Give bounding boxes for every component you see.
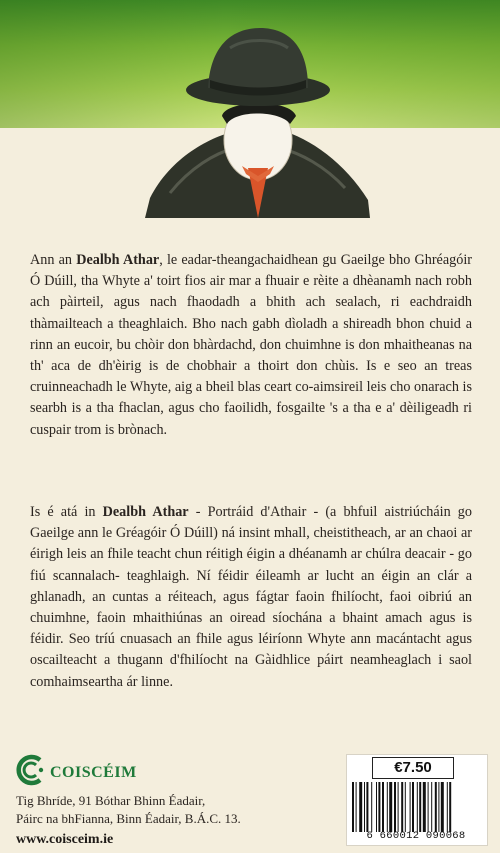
barcode-bar [378, 782, 380, 832]
barcode-bar [389, 782, 392, 832]
blurb-gd-after: , le eadar-theangachaidhean gu Gaeilge bho Ghréagóir Ó Dúill, tha Whyte a' toirt fios air mar a fhuair e rèite a dhèanamh nach robh ach pàirteil, agus nach fhaodadh a bhith ach sealach, ri eachdraidh thàmailteach a theaghlaich. Bho nach gabh dìoladh a shireadh bhon chuid a rinn an eucoir, bu chòir don bhàrdachd, don chuimhne is don mhaitheanas na th' aca de dh'èirig is de chobhair a thoirt don chùis. Is e seo an treas cruinneachadh le Whyte, aig a bheil blas ceart co-aimsireil leis cho onarach is searbh is a tha fhaclan, agus cho faoilidh, fosgailte 's a tha e a' dèiligeadh ri cuspair trom is brònach. [30, 252, 472, 438]
blurb-scottish-gaelic [30, 250, 472, 441]
barcode-bar [449, 782, 451, 832]
barcode [352, 782, 480, 832]
barcode-bar [419, 782, 421, 832]
barcode-bar [428, 782, 429, 832]
address-line-2: Páirc na bhFianna, Binn Éadair, B.Á.C. 13. [16, 811, 241, 826]
barcode-bar [371, 782, 372, 832]
barcode-bar [359, 782, 362, 832]
barcode-bar [405, 782, 406, 832]
book-title: Dealbh Athar [102, 504, 189, 520]
barcode-bar [435, 782, 437, 832]
barcode-bar [401, 782, 403, 832]
book-title: Dealbh Athar [76, 252, 160, 268]
blurb-ga-after: - Portráid d'Athair - (a bhfuil aistriúcháin go Gaeilge ann le Gréagóir Ó Dúill) ná insint mhall, cheistitheach, ar an chaoi ar éirigh leis an fhile teacht chun réitigh éigin a dhéanamh ar chúlra deacair - go fiú scannalach- teaghlaigh. Ní féidir éileamh ar lucht an éigin an clár a ghlanadh, an cuntas a réiteach, agus fágtar faoin fhilíocht, faoi oibriú an chuimhne, faoin mhaithiúnas an oiread síochána a bhaint amach agus is féidir. Seo tríú cnuasach an fhile agus léiríonn Whyte ann macántacht agus oscailteacht a thugann d'fhilíocht na Gàidhlice páirt neamheaglach i saol comhaimseartha ár linne. [30, 504, 472, 690]
price-label: €7.50 [372, 757, 454, 779]
hat-man-illustration [130, 18, 380, 228]
barcode-bar [356, 782, 357, 832]
barcode-bar [394, 782, 396, 832]
coisceim-c-logo-icon [14, 753, 48, 787]
barcode-bar [410, 782, 411, 832]
barcode-bar [431, 782, 432, 832]
blurb-gd-before: Ann an [30, 252, 77, 268]
address-line-1: Tig Bhríde, 91 Bóthar Bhinn Éadair, [16, 793, 206, 808]
barcode-bar [364, 782, 365, 832]
barcode-bar [387, 782, 388, 832]
barcode-bar [376, 782, 377, 832]
publisher-name: COISCÉIM [50, 764, 137, 781]
blurb-irish [30, 502, 472, 693]
barcode-bar [438, 782, 439, 832]
barcode-digits: 6 660012 090068 [366, 830, 466, 842]
barcode-bar [382, 782, 384, 832]
barcode-bar [412, 782, 414, 832]
barcode-bar [366, 782, 368, 832]
publisher-website-link[interactable]: www.coisceim.ie [16, 832, 114, 847]
barcode-bar [352, 782, 354, 832]
blurb-ga-before: Is é atá in [30, 504, 103, 520]
publisher-address [16, 792, 314, 828]
barcode-bar [417, 782, 418, 832]
barcode-bar [447, 782, 448, 832]
barcode-bar [441, 782, 444, 832]
publisher-block [14, 752, 314, 848]
barcode-bar [423, 782, 426, 832]
barcode-bar [398, 782, 399, 832]
publisher-logo [14, 752, 314, 788]
